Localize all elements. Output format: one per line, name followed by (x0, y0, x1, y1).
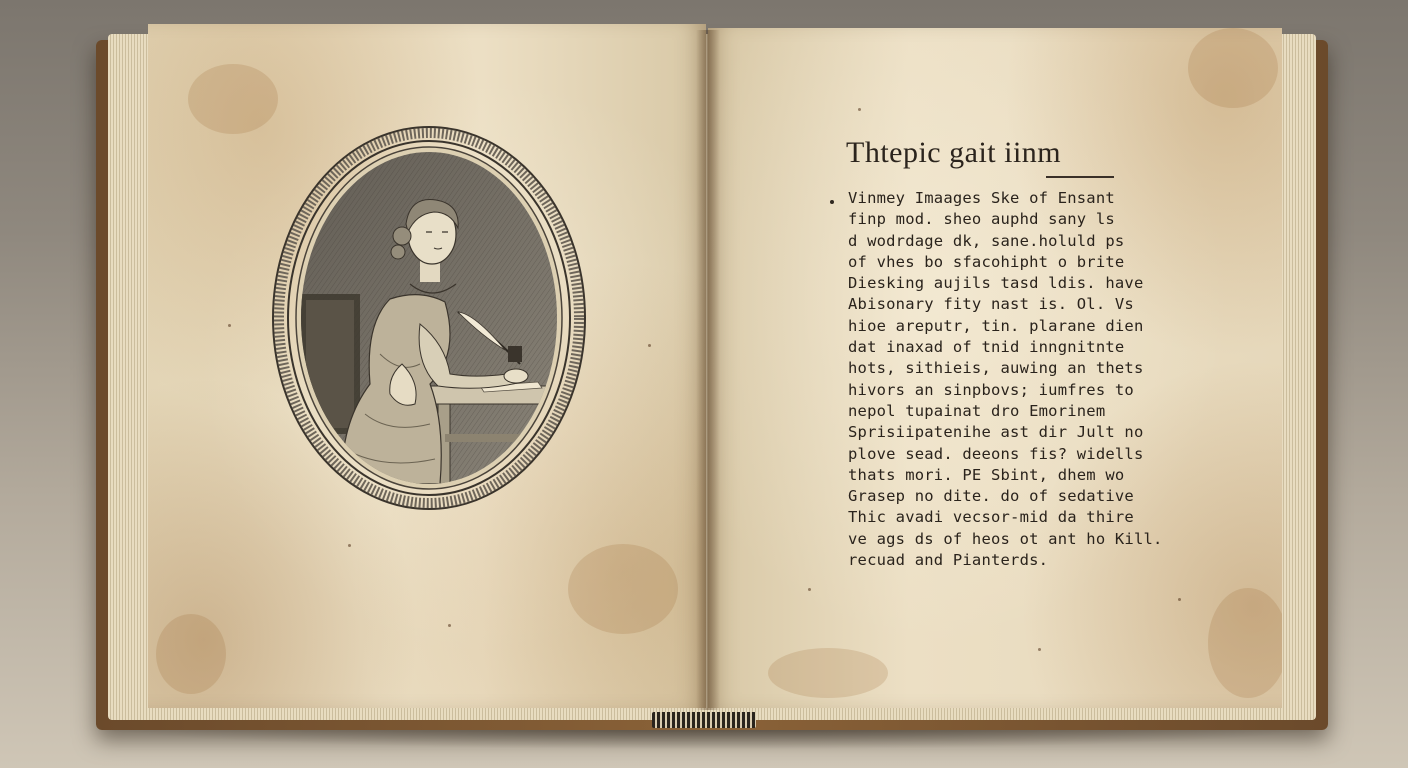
text-line: Sprisiipatenihe ast dir Jult no (848, 423, 1144, 442)
paper-stain (1188, 28, 1278, 108)
paper-speck (858, 108, 861, 111)
paper-stain (1208, 588, 1282, 698)
portrait-engraving-icon (270, 124, 588, 512)
paper-stain (568, 544, 678, 634)
text-line: recuad and Pianterds. (848, 551, 1049, 570)
text-line: ve ags ds of heos ot ant ho Kill. (848, 529, 1163, 548)
spine-headband (652, 712, 756, 728)
paper-speck (1038, 648, 1041, 651)
paper-speck (448, 624, 451, 627)
bullet-dot (830, 200, 834, 204)
body-text (848, 188, 1163, 571)
text-line: Grasep no dite. do of sedative (848, 487, 1134, 506)
paper-speck (228, 324, 231, 327)
text-line: dat inaxad of tnid inngnitnte (848, 338, 1125, 357)
page-heading: Thtepic gait iinm (846, 136, 1062, 169)
text-line: plove sead. deeons fis? widells (848, 444, 1144, 463)
text-line: nepol tupainat dro Emorinem (848, 401, 1106, 420)
text-line: Vinmey Imaages Ske of Ensant (848, 189, 1115, 207)
paper-stain (768, 648, 888, 698)
text-line: of vhes bo sfacohipht o brite (848, 252, 1125, 271)
book-gutter (696, 30, 720, 710)
text-line: Abisonary fity nast is. Ol. Vs (848, 295, 1134, 314)
text-line: hivors an sinpbovs; iumfres to (848, 380, 1134, 399)
paper-stain (156, 614, 226, 694)
text-line: finp mod. sheo auphd sany ls (848, 210, 1115, 229)
paper-speck (1178, 598, 1181, 601)
paper-speck (348, 544, 351, 547)
text-line: hioe areputr, tin. plarane dien (848, 316, 1144, 335)
paper-speck (648, 344, 651, 347)
text-line: Diesking aujils tasd ldis. have (848, 274, 1144, 293)
heading-rule (1046, 176, 1114, 178)
text-line: Thic avadi vecsor-mid da thire (848, 508, 1134, 527)
text-line: hots, sithieis, auwing an thets (848, 359, 1144, 378)
text-line: d wodrdage dk, sane.holuld ps (848, 231, 1125, 250)
paper-stain (188, 64, 278, 134)
text-line: thats mori. PE Sbint, dhem wo (848, 465, 1125, 484)
paper-speck (808, 588, 811, 591)
portrait-illustration (270, 124, 588, 512)
